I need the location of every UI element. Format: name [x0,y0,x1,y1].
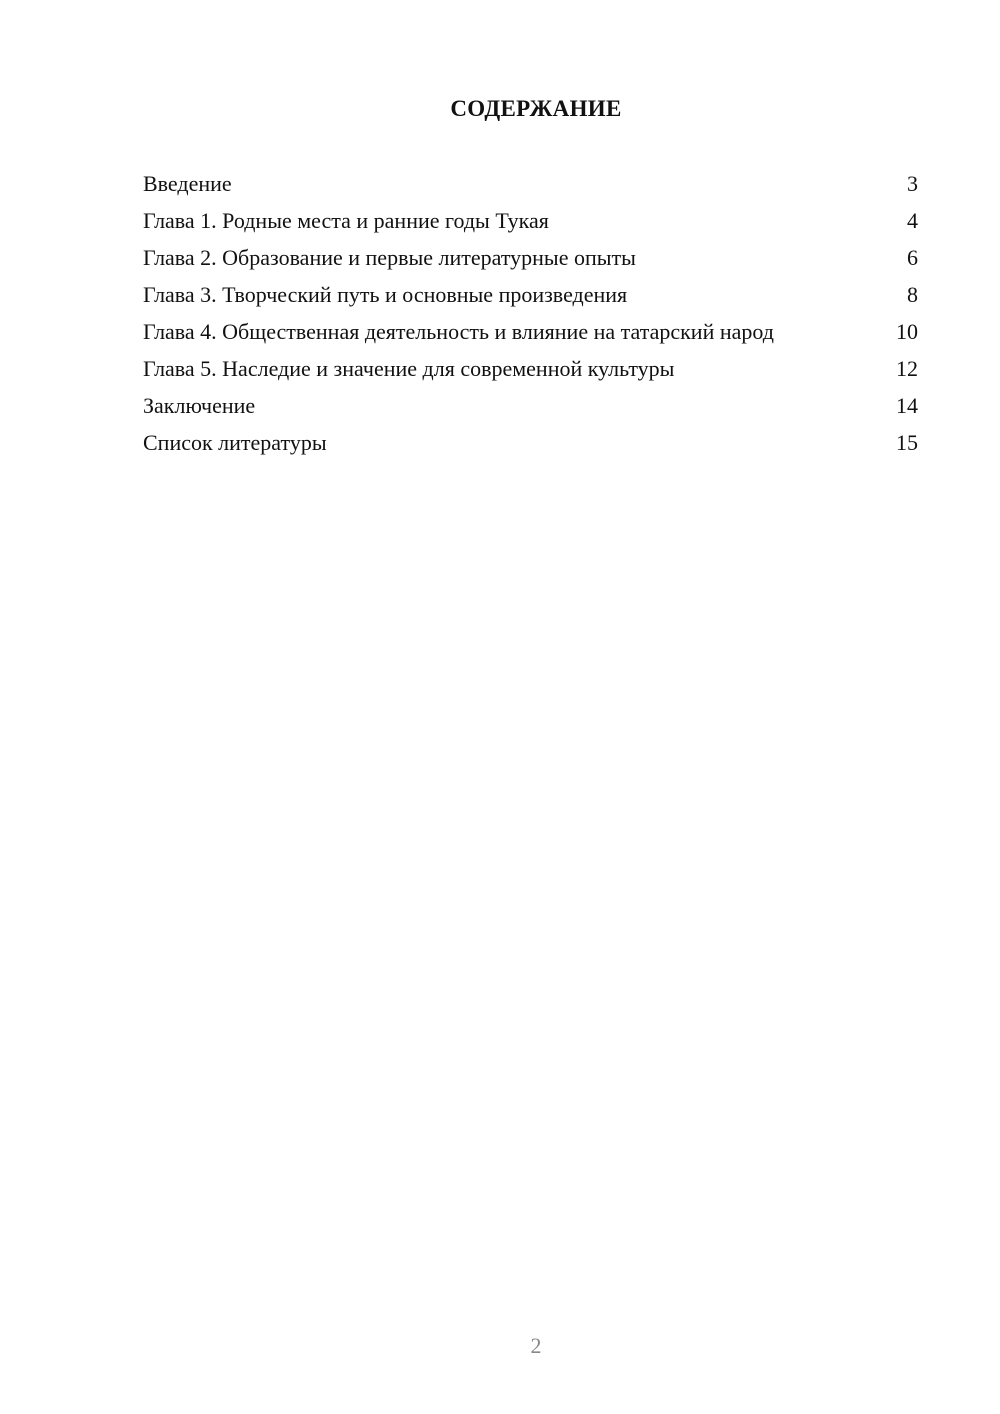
toc-entry [143,429,918,457]
toc-entry [143,355,918,383]
table-of-contents [143,170,918,466]
toc-entry [143,207,918,235]
toc-entry-page: 10 [896,319,918,344]
toc-entry-page: 8 [907,282,918,307]
toc-entry-title: Глава 1. Родные места и ранние годы Тукая [143,208,549,233]
page-number: 2 [530,1333,542,1358]
toc-entry-page: 12 [896,356,918,381]
toc-entry-page: 15 [896,430,918,455]
toc-entry-title: Глава 3. Творческий путь и основные произведения [143,282,628,307]
toc-entry-title: Заключение [143,393,256,418]
toc-entry [143,281,918,309]
toc-entry-page: 6 [907,245,918,270]
toc-entry-title: Глава 4. Общественная деятельность и влияние на татарский народ [143,319,774,344]
toc-entry [143,318,918,346]
toc-entry-page: 4 [907,208,918,233]
toc-entry-page: 14 [896,393,918,418]
toc-entry-page: 3 [907,171,918,196]
toc-entry-title: Глава 2. Образование и первые литературные опыты [143,245,636,270]
toc-entry-title: Введение [143,171,232,196]
toc-entry-title: Глава 5. Наследие и значение для современной культуры [143,356,675,381]
toc-entry [143,170,918,198]
toc-entry-title: Список литературы [143,430,327,455]
toc-entry [143,244,918,272]
toc-entry [143,392,918,420]
page-title: СОДЕРЖАНИЕ [450,96,622,121]
